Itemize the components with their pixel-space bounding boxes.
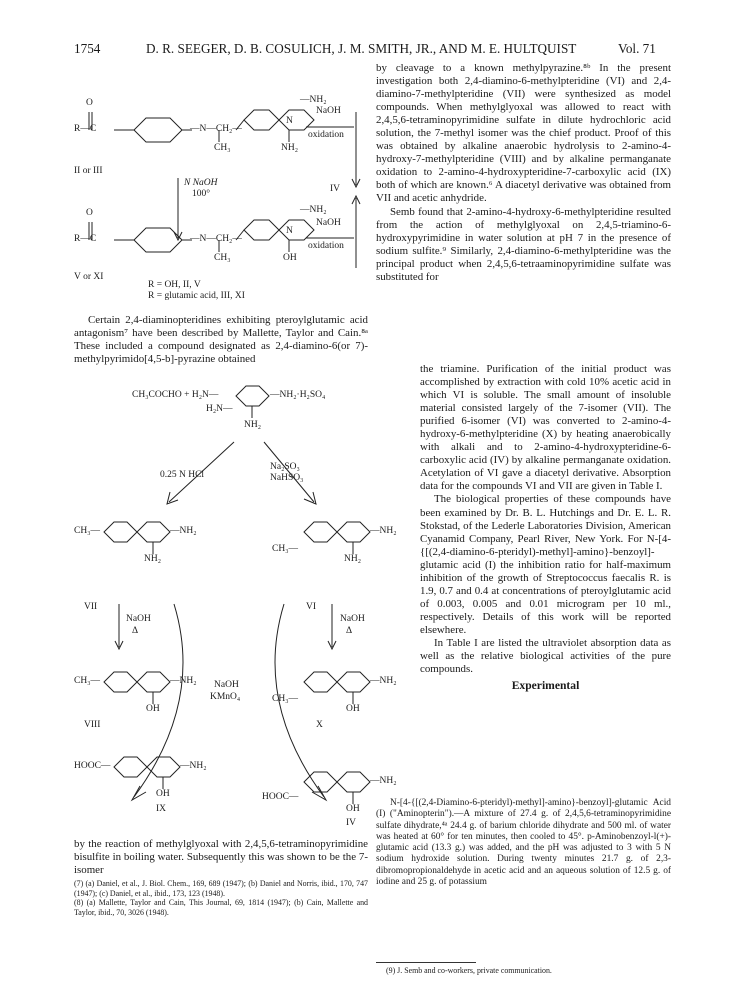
r-definition-1: R = OH, II, V [148,280,201,290]
left-paragraph-intro: Certain 2,4-diaminopteridines exhibiting pteroylglutamic acid antagonism⁷ have been described by Mallette, Taylor and Cain.⁸ᵃ These included a compound designated as 2,4-diamino-6(or 7)-methylpyrimido[4,5-b]-pyrazine obtained [74,314,368,366]
paragraph-table-ref: In Table I are listed the ultraviolet absorption data as well as the relative biological activities of the pure compounds. [420,636,671,676]
compound-label-vi: VI [306,602,317,612]
reagent-sulfate-salt: —NH₂·H₂SO₄ [270,390,326,400]
r-group-top: R—C [74,124,97,134]
vii-amino: —NH₂ [170,526,197,536]
reagent-nh2: NH₂ [244,420,262,430]
viii-amino: —NH₂ [170,676,197,686]
compound-label-ix: IX [156,804,167,814]
compound-label-iv: IV [346,818,357,828]
compound-label-x: X [316,720,323,730]
iv-hydroxy: OH [346,804,360,814]
right-footnote [386,966,671,976]
reagent-hcl: 0.25 N HCl [160,470,205,480]
compound-label-vii: VII [84,602,98,612]
left-paragraph-continued: by the reaction of methylglyoxal with 2,4,5,6-tetraminopyrimidine bisulfite in boiling water. Subsequently this was shown to be the 7-isomer [74,838,368,877]
reagent-n-naoh: N NaOH [184,178,218,188]
scheme-1 [74,90,364,305]
r-group-bottom: R—C [74,234,97,244]
x-amino: —NH₂ [370,676,397,686]
vi-amino: —NH₂ [370,526,397,536]
vii-methyl: CH₃— [74,526,101,536]
carbonyl-o-bottom: O [86,208,93,218]
right-column-indented [420,363,671,693]
reagent-naoh-b: NaOH [340,614,365,624]
compound-label-ii-iii: II or III [74,166,103,176]
reagent-kmno4: KMnO₄ [210,692,241,702]
page-number: 1754 [74,41,101,56]
ix-carboxyl: HOOC— [74,761,111,771]
reagent-naoh-c: NaOH [214,680,239,690]
reagent-oxidation-1: oxidation [308,130,344,140]
experimental-section [376,798,671,888]
iv-amino: —NH₂ [370,776,397,786]
experimental-heading: Experimental [511,679,580,693]
ix-hydroxy: OH [156,789,170,799]
footnote-8: (8) (a) Mallette, Taylor and Cain, This Journal, 69, 1814 (1947); (b) Cain, Mallette and Taylor, ibid., 70, 3026 (1948). [74,898,368,917]
carbonyl-o-top: O [86,98,93,108]
compound-label-iv-top: IV [330,184,341,194]
methyl-bottom: CH₃ [214,253,231,263]
footnote-divider [376,962,476,963]
r-definition-2: R = glutamic acid, III, XI [148,291,245,301]
right-column [376,62,671,284]
hydroxy-bottom: OH [283,253,297,263]
compound-label-viii: VIII [84,720,101,730]
viii-hydroxy: OH [146,704,160,714]
experimental-text: N-[4-{[(2,4-Diamino-6-pteridyl)-methyl]-amino}-benzoyl]-glutamic Acid (I) ("Aminopterin").—A mixture of 27.4 g. of 2,4,5,6-tetraminopyrimidine sulfate dihydrate,⁴ᵃ 24.4 g. of barium chloride dihydrate and 500 ml. of water was heated at 60° for ten minutes, then cooled to 45°. p-Aminobenzoyl-l(+)-glutamic acid (13.3 g.) was added, and the pH was adjusted to 3 with 5 N sodium hydroxide solution. During twenty minutes 21.7 g. of 2,3-dibromopropionaldehyde in acetic acid and an aqueous solution of 12.5 g. of iodine and 25 g. of potassium [376,798,671,888]
amino-group-top: —NH₂ [300,95,327,105]
reagent-oxidation-2: oxidation [308,241,344,251]
x-methyl: CH₃— [272,694,299,704]
vii-amino-bottom: NH₂ [144,554,162,564]
reagent-nahso3: NaHSO₃ [270,473,304,483]
ring-n-bottom: N [286,226,293,236]
paragraph-purification: the triamine. Purification of the initial product was accomplished by extraction with cold 10% acetic acid in which VI is soluble. The small amount of insoluble material consisted largely of the 7-isomer (VII). The purified 6-isomer (VI) was converted to 2-amino-4-hydroxy-6-methylpteridine (X) by heating anaerobically with alkali and to 2-amino-4-hydroxypteridine-6-carboxylic acid (IV) by alkaline permanganate oxidation. Acetylation of VI gave a diacetyl derivative. Absorption data for the compounds VI and VII are given in Table I. [420,363,671,493]
compound-label-v-xi: V or XI [74,272,104,282]
iv-carboxyl: HOOC— [262,792,299,802]
reagent-naoh-2: NaOH [316,218,341,228]
paragraph-biological: The biological properties of these compounds have been examined by Dr. B. L. Hutchings and Dr. E. L. R. Stokstad, of the Lederle Laboratories Division, American Cyanamid Company, Pearl River, New York. For N-[4-{[(2,4-diamino-6-pteridyl)-methyl]-amino}-benzoyl]-glutamic acid (I) the inhibition ratio for half-maximum inhibition of the growth of Streptococcus faecalis R. is 1.9, 0.7 and 0.4 at concentrations of pteroylglutamic acid of 0.003, 0.005 and 0.01 microgram per 10 ml., respectively. Details of this work will be reported elsewhere. [420,493,671,636]
amino-bottom-top: NH₂ [281,143,299,153]
left-footnotes [74,879,368,917]
footnote-9: (9) J. Semb and co-workers, private communication. [386,966,552,975]
paragraph-investigation: by cleavage to a known methylpyrazine.⁸ᵇ In the present investigation both 2,4-diamino-6-methylpteridine (VI) and 2,4-diamino-7-methylpteridine (VII) were synthesized as model compounds. When methylglyoxal was allowed to react with 2,4,5,6-tetraminopyrimidine sulfate in dilute hydrochloric acid solution, the 7-methyl isomer was the chief product. Proof of this was obtained by alkaline anaerobic hydrolysis to 2-amino-4-hydroxy-7-methylpteridine (VIII) and by alkaline permanganate oxidation to 2-amino-4-hydroxypteridine-7-carboxylic acid (IX) both of which are known.⁶ A diacetyl derivative was obtained from VII and acetic anhydride. [376,62,671,205]
scheme-2 [74,382,397,834]
viii-methyl: CH₃— [74,676,101,686]
amino-group-bottom: —NH₂ [300,205,327,215]
reagent-temperature: 100° [192,189,211,199]
scheme-1-structures [74,90,364,305]
x-hydroxy: OH [346,704,360,714]
paragraph-semb: Semb found that 2-amino-4-hydroxy-6-methylpteridine resulted from the action of methylglyoxal on 2,4,5-triamino-6-hydroxypyrimidine in water solution at pH 7 in the presence of sodium sulfite.⁹ Similarly, 2,4-diamino-6-methylpteridine was the principal product when 2,4,5,6-tetraaminopyrimidine sulfate was substituted for [376,205,671,283]
reagent-delta-b: Δ [346,626,353,636]
vi-methyl: CH₃— [272,544,299,554]
volume-label: Vol. 71 [618,41,656,56]
amine-linker-bottom: —N—CH₂— [190,234,242,244]
reagent-na2so3: Na₂SO₃ [270,462,300,472]
running-authors: D. R. SEEGER, D. B. COSULICH, J. M. SMITH, JR., AND M. E. HULTQUIST [146,41,577,56]
ix-amino: —NH₂ [180,761,207,771]
reagent-h2n: H₂N— [206,404,233,414]
reagent-naoh-a: NaOH [126,614,151,624]
ring-n-top: N [286,116,293,126]
methyl-top: CH₃ [214,143,231,153]
reaction-reagents: CH₃COCHO + H₂N— [132,390,219,400]
footnote-7: (7) (a) Daniel, et al., J. Biol. Chem., 169, 689 (1947); (b) Daniel and Norris, ibid., 170, 747 (1947); (c) Daniel, et al., ibid., 173, 123 (1948). [74,879,368,898]
scheme-2-structures [74,382,374,834]
reagent-naoh-1: NaOH [316,106,341,116]
amine-linker-top: —N—CH₂— [190,124,242,134]
reagent-delta-a: Δ [132,626,139,636]
vi-amino-bottom: NH₂ [344,554,362,564]
